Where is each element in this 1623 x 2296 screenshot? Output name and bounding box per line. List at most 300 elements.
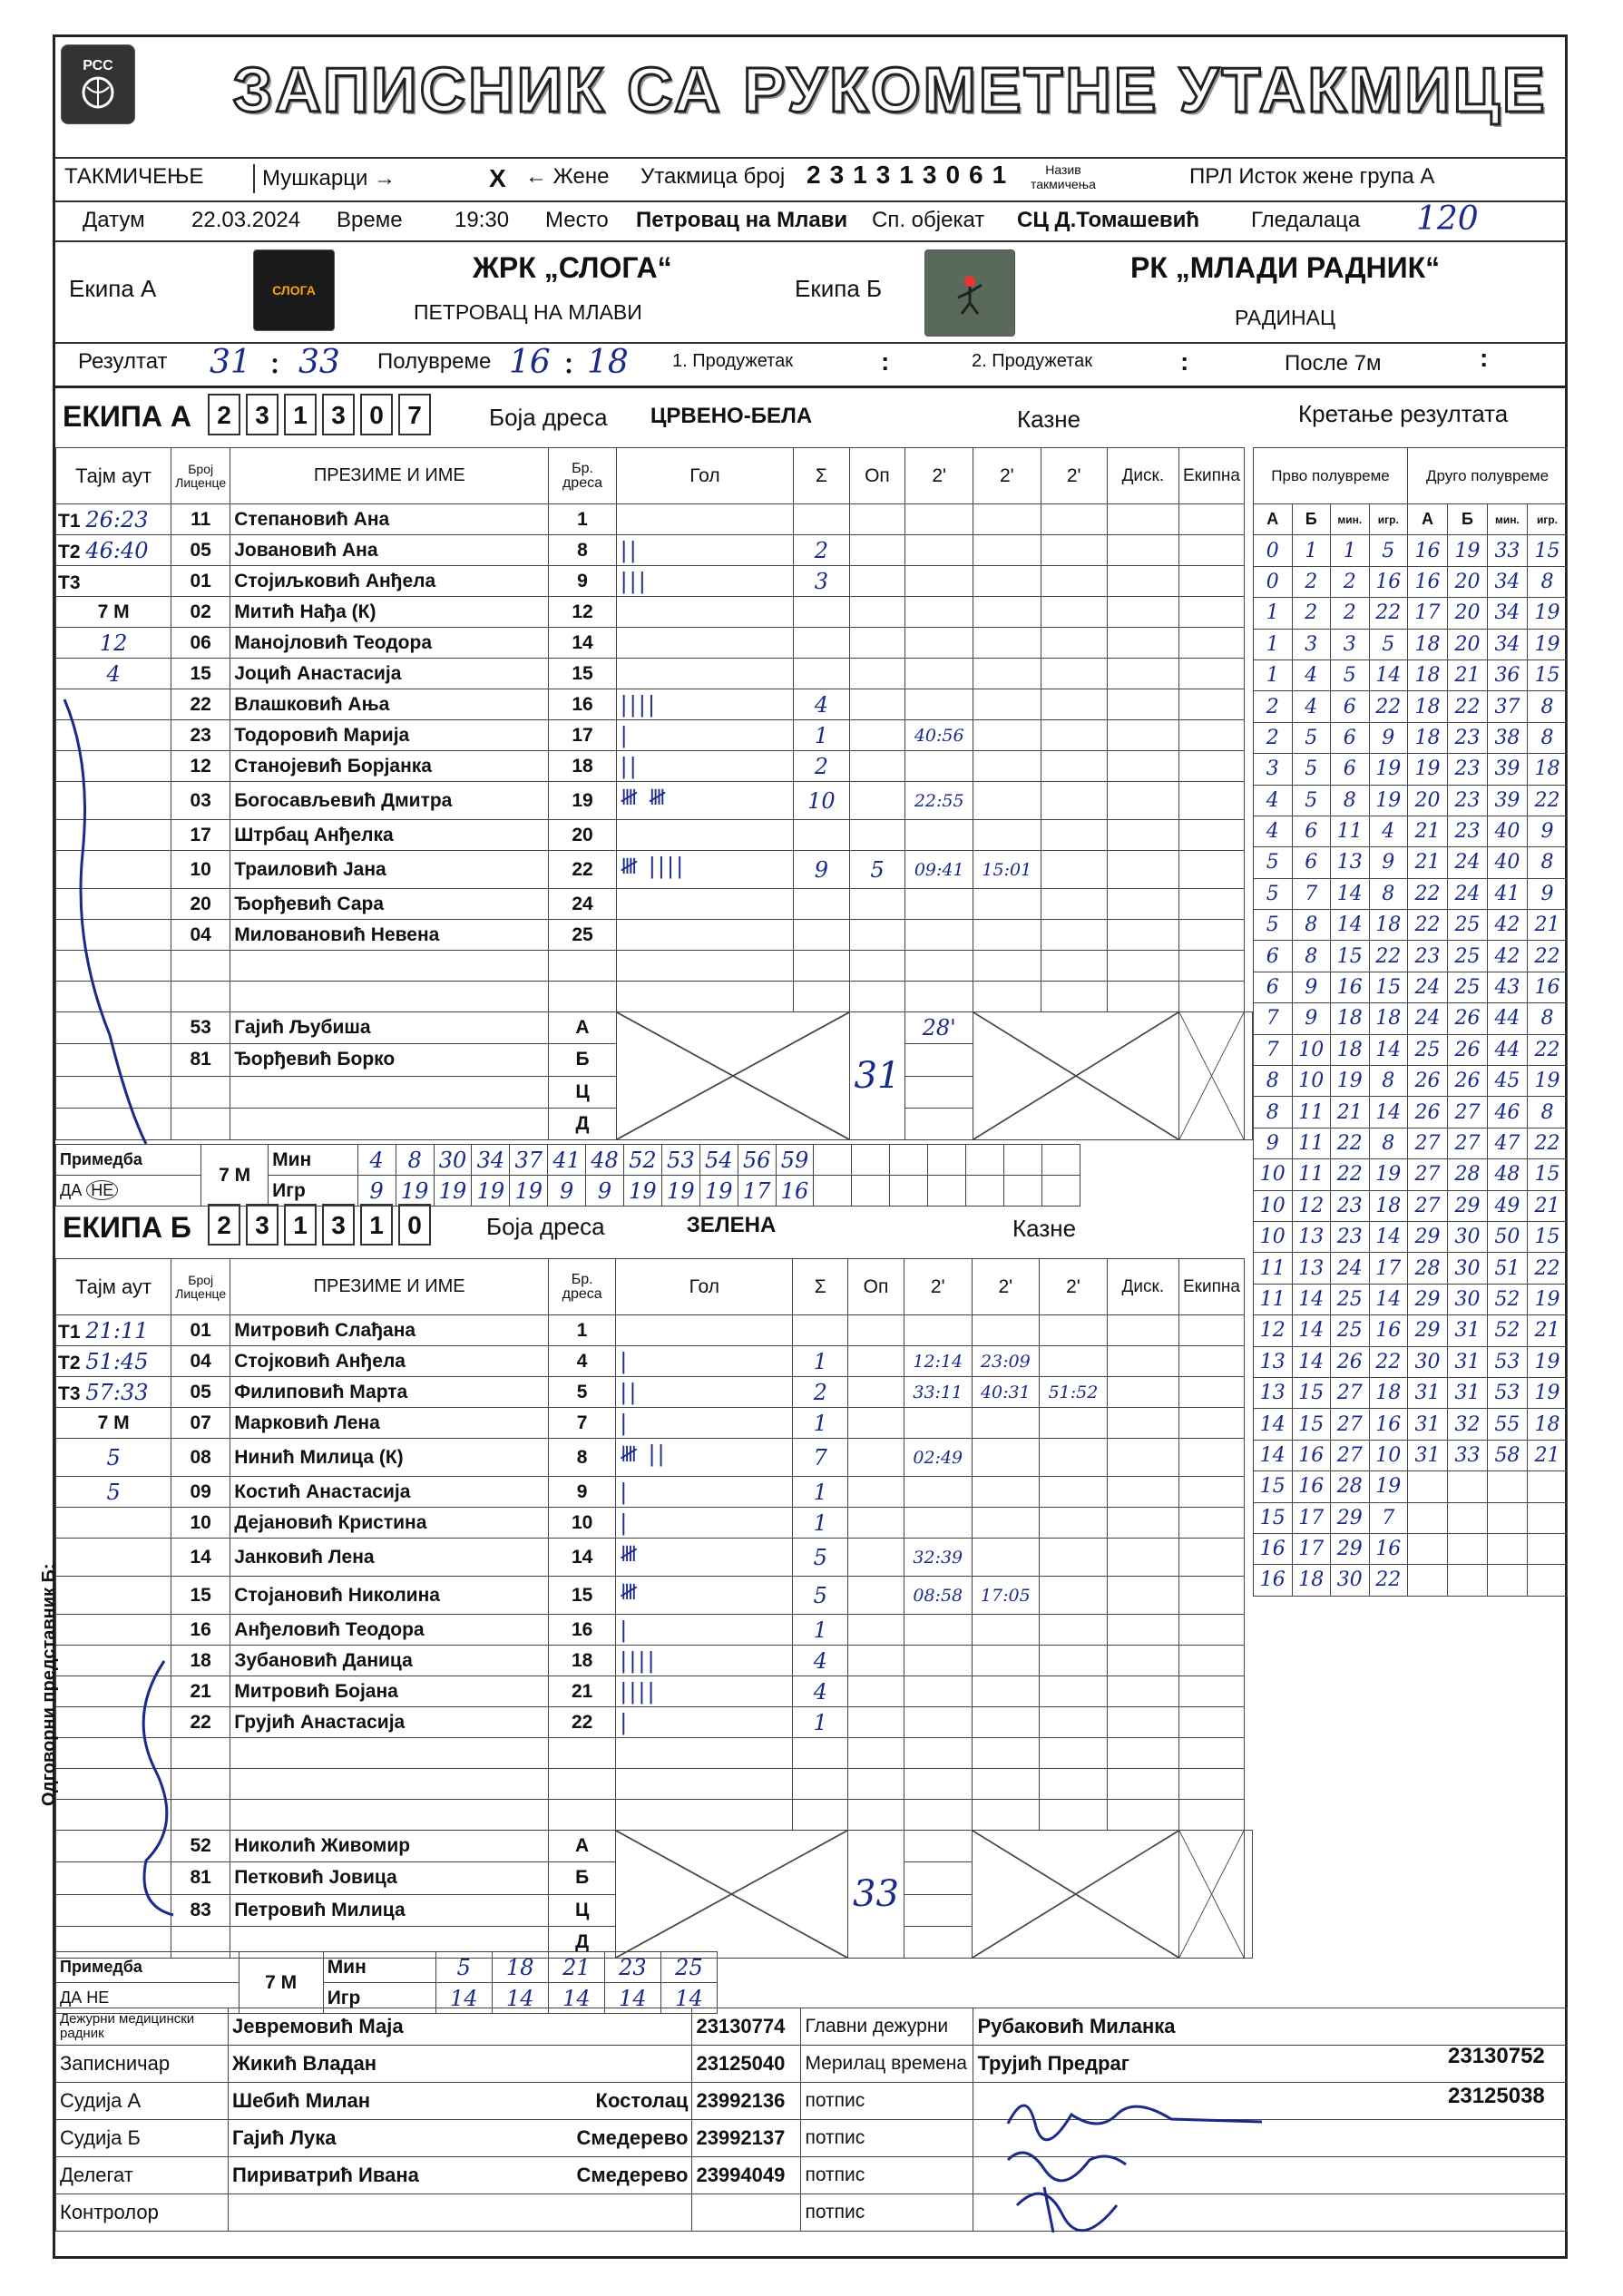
cell: 5 [793, 1539, 848, 1577]
cell: 14 [1369, 1284, 1408, 1314]
cell [1040, 1439, 1108, 1477]
cell: 16 [549, 689, 616, 720]
cell [793, 1315, 848, 1346]
col-team-pen: Екипна [1178, 1259, 1244, 1315]
cell: игр. [1369, 504, 1408, 535]
cell [849, 920, 905, 951]
halftime-a: 16 [509, 344, 551, 381]
cell: Тодоровић Марија [230, 720, 549, 751]
cell: 19 [1331, 1066, 1370, 1097]
cell: 9 [1254, 1128, 1293, 1158]
player-row [56, 566, 1253, 597]
cell: ДА [60, 1181, 83, 1199]
score-progress-row [1254, 1221, 1568, 1252]
cell: 7 М [56, 597, 171, 628]
cell: 18 [1527, 754, 1567, 785]
place-label: Место [545, 208, 609, 232]
cell: Влашковић Ања [230, 689, 549, 720]
cell [849, 820, 905, 851]
cell: 18 [1408, 659, 1448, 690]
cell: 2 [1292, 598, 1331, 629]
cell: Прво полувреме [1254, 448, 1408, 504]
cell: 25 [1448, 910, 1488, 941]
score-progress-table [1253, 447, 1568, 1597]
cell: 29 [1448, 1190, 1488, 1221]
cell [692, 2194, 801, 2232]
cell: 0 [360, 394, 393, 435]
cell: 3 [322, 1204, 355, 1246]
cell: 44 [1487, 1003, 1527, 1034]
cell [848, 1707, 904, 1738]
score-progress-row [1254, 1377, 1568, 1408]
cell: 4 [793, 1646, 848, 1676]
team-a-7m-table [55, 1144, 1080, 1207]
match-record-sheet [39, 34, 1568, 2259]
cell [972, 1539, 1040, 1577]
team-a-code [208, 394, 436, 435]
cell [905, 689, 973, 720]
cell: 26 [1331, 1346, 1370, 1377]
cell: 18 [1408, 722, 1448, 753]
team-a-city: ПЕТРОВАЦ НА МЛАВИ [414, 300, 642, 324]
cell [616, 659, 794, 689]
col-goals: Гол [616, 1259, 793, 1315]
cell: 19 [1369, 785, 1408, 816]
cell: 15 [549, 1577, 616, 1615]
score-progress-row [1254, 754, 1568, 785]
cell: 16 [1408, 535, 1448, 566]
col-warning: Оп [848, 1259, 904, 1315]
cell: потпис [801, 2157, 973, 2194]
cell: 8 [396, 1145, 434, 1176]
cell: 2 [1331, 566, 1370, 597]
cell [1041, 920, 1107, 951]
cell: 53 [1487, 1346, 1527, 1377]
cell: 21 [1527, 1440, 1567, 1470]
cell: игр. [1527, 504, 1567, 535]
cell [616, 597, 794, 628]
cell [972, 1615, 1040, 1646]
cell: 18 [1408, 691, 1448, 722]
cell [793, 1769, 848, 1800]
cell: Митровић Слађана [230, 1315, 549, 1346]
score-progress-row [1254, 847, 1568, 878]
cell: 31 [1448, 1315, 1488, 1346]
cell [972, 1477, 1040, 1508]
cell: 17 [738, 1176, 776, 1207]
cell: 6 [1331, 691, 1370, 722]
team-b-rep-signature [110, 1643, 191, 1933]
cell: |||| [616, 689, 794, 720]
cell [1040, 1707, 1108, 1738]
cell: 14 [1292, 1284, 1331, 1314]
cell: 48 [1487, 1159, 1527, 1190]
competition-name-label: Назив такмичења [1031, 162, 1096, 191]
cell [549, 1769, 616, 1800]
cell [1040, 1315, 1108, 1346]
official-signoff-row [56, 2046, 1568, 2083]
score-progress-row [1254, 1284, 1568, 1314]
score-progress-row [1254, 629, 1568, 659]
cell: 01 [171, 1315, 230, 1346]
cell: 36 [1487, 659, 1527, 690]
cell: 16 [1331, 972, 1370, 1002]
cell: 25 [1448, 941, 1488, 972]
cell: 𝍸 [616, 1539, 793, 1577]
cell: 22 [1369, 941, 1408, 972]
cell [973, 628, 1041, 659]
col-license: Број Лиценце [171, 448, 230, 504]
cell: Стојановић Николина [230, 1577, 549, 1615]
cell: 28' [905, 1012, 973, 1044]
cell [616, 920, 794, 951]
player-row [56, 1315, 1253, 1346]
cell [794, 597, 849, 628]
cell [905, 820, 973, 851]
cell: 25 [1408, 1034, 1448, 1065]
cell: ||| [616, 566, 794, 597]
score-progress-row [1254, 1003, 1568, 1034]
cell: 8 [549, 535, 616, 566]
cell: 15 [1527, 659, 1567, 690]
cell: 16 [1292, 1471, 1331, 1502]
cell: 55 [1487, 1409, 1527, 1440]
cell [904, 1831, 972, 1862]
cell: 15 [1369, 972, 1408, 1002]
cell: 1 [794, 720, 849, 751]
cell: 15 [1254, 1471, 1293, 1502]
cell: || [616, 1377, 793, 1408]
cell [1041, 889, 1107, 920]
cell: 14 [1369, 1097, 1408, 1128]
cell: 22 [549, 851, 616, 889]
cell: Жикић Владан [229, 2046, 573, 2083]
cell: 16 [1254, 1533, 1293, 1564]
cell [972, 1707, 1040, 1738]
cell: 7 [549, 1408, 616, 1439]
page-title: ЗАПИСНИК СА РУКОМЕТНЕ УТАКМИЦЕ [232, 54, 1548, 125]
cell: 24 [1448, 878, 1488, 909]
cell: 20 [1448, 629, 1488, 659]
cell: 44 [1487, 1034, 1527, 1065]
cell [905, 1108, 973, 1139]
cell: 22 [1331, 1128, 1370, 1158]
team-a-remark-label: Примедба [56, 1145, 201, 1176]
cell: Б [1448, 504, 1488, 535]
cell [905, 566, 973, 597]
cell: 0 [398, 1204, 431, 1246]
cell: 34 [1487, 629, 1527, 659]
cell: 26 [1448, 1066, 1488, 1097]
cell [904, 1769, 972, 1800]
cell: 23 [1448, 816, 1488, 846]
cell: Јанковић Лена [230, 1539, 549, 1577]
cell: 1 [284, 394, 317, 435]
cell: 19 [1527, 1346, 1567, 1377]
player-row [56, 889, 1253, 920]
cell: 18 [1408, 629, 1448, 659]
col-2min-2: 2' [973, 448, 1041, 504]
match-number [807, 161, 1006, 190]
cell: 9 [1292, 972, 1331, 1002]
cell [973, 982, 1041, 1012]
score-progress-row [1254, 1253, 1568, 1284]
score-progress-row [1254, 1128, 1568, 1158]
cell [973, 659, 1041, 689]
cell: 31 [1408, 1440, 1448, 1470]
cell: 22 [1527, 941, 1567, 972]
cell: Јевремовић Маја [229, 2008, 573, 2046]
cell: 21:11 [85, 1317, 149, 1343]
cell: 27 [1408, 1159, 1448, 1190]
cell: Ђорђевић Борко [230, 1044, 549, 1076]
cell: Митић Нађа (К) [230, 597, 549, 628]
cell [1041, 535, 1107, 566]
cell: 29 [1408, 1284, 1448, 1314]
cell: 1 [793, 1508, 848, 1539]
cell: 14 [1369, 659, 1408, 690]
extra-time-2-colon: : [1180, 347, 1189, 376]
cell: 4 [1254, 785, 1293, 816]
cell [1041, 782, 1107, 820]
score-progress-row [1254, 785, 1568, 816]
cell [904, 1615, 972, 1646]
cell: мин. [1487, 504, 1527, 535]
cell: 1 [1254, 659, 1293, 690]
cell: 22 [1408, 878, 1448, 909]
cell: 18 [492, 1952, 548, 1983]
cell [905, 920, 973, 951]
cell: 27 [1331, 1409, 1370, 1440]
cell: 19 [1527, 629, 1567, 659]
col-sum: Σ [793, 1259, 848, 1315]
place-value: Петровац на Млави [636, 208, 848, 232]
cell: 58 [1487, 1440, 1527, 1470]
cell: 22 [1527, 1034, 1567, 1065]
cell: Филиповић Марта [230, 1377, 549, 1408]
cell: 37 [510, 1145, 548, 1176]
cell: 30 [1448, 1253, 1488, 1284]
cell: 14 [1369, 1221, 1408, 1252]
cell [849, 951, 905, 982]
cell: 27 [1331, 1377, 1370, 1408]
cell: 18 [1369, 1190, 1408, 1221]
cell [848, 1439, 904, 1477]
cell: 22 [549, 1707, 616, 1738]
cell [1041, 851, 1107, 889]
cell [973, 820, 1041, 851]
cell: 8 [1527, 847, 1567, 878]
team-b-code [208, 1204, 436, 1246]
col-disq: Диск. [1107, 1259, 1178, 1315]
cell: 23 [171, 720, 230, 751]
cell: 09:41 [905, 851, 973, 889]
cell: 8 [1527, 566, 1567, 597]
score-progress-row [1254, 722, 1568, 753]
cell: 9 [549, 566, 616, 597]
cell: 14 [660, 1983, 717, 2014]
cell: 19 [396, 1176, 434, 1207]
cell: 8 [1369, 1128, 1408, 1158]
cell: 8 [1369, 878, 1408, 909]
score-progress-row [1254, 1190, 1568, 1221]
cell [1040, 1676, 1108, 1707]
cell: Петковић Јовица [230, 1862, 549, 1894]
cell: 19 [1527, 1066, 1567, 1097]
cell: 30 [434, 1145, 472, 1176]
team-total: 31 [849, 1012, 905, 1140]
cell: 53 [171, 1012, 230, 1044]
team-a-players-table [55, 447, 1253, 1140]
cell [973, 782, 1041, 820]
score-progress-row [1254, 816, 1568, 846]
competition-name: ПРЛ Исток жене група А [1189, 164, 1435, 189]
cell: А [549, 1831, 616, 1862]
cell: 5 [1254, 910, 1293, 941]
cell: Јовановић Ана [230, 535, 549, 566]
cell: 27 [1408, 1128, 1448, 1158]
col-name: ПРЕЗИМЕ И ИМЕ [230, 1259, 549, 1315]
cell: 11 [171, 504, 230, 535]
cell: Костић Анастасија [230, 1477, 549, 1508]
cell [549, 1800, 616, 1831]
cell: 13 [1331, 847, 1370, 878]
cell: 18 [549, 1646, 616, 1676]
cell: 3 [1254, 754, 1293, 785]
score-progress-row [1254, 535, 1568, 566]
cell [230, 1769, 549, 1800]
cell [230, 982, 549, 1012]
cell: T3 [58, 572, 81, 593]
cell: 16 [1369, 1409, 1408, 1440]
cell [794, 982, 849, 1012]
cell: Б [1292, 504, 1331, 535]
cell: 6 [1292, 847, 1331, 878]
cell [794, 504, 849, 535]
cell: 2 [794, 751, 849, 782]
cell: 01 [171, 566, 230, 597]
cell: 59 [776, 1145, 814, 1176]
cell: 54 [699, 1145, 738, 1176]
cell [549, 1738, 616, 1769]
cell [972, 1646, 1040, 1676]
cell [973, 720, 1041, 751]
team-a-logo [253, 249, 335, 331]
cell: 11 [1292, 1159, 1331, 1190]
cell: 21 [171, 1676, 230, 1707]
team-a-7m-label: 7 М [201, 1145, 269, 1207]
cell: 40:56 [905, 720, 973, 751]
cell: 21 [1527, 1315, 1567, 1346]
player-row [56, 1439, 1253, 1477]
cell: 0 [945, 161, 961, 189]
cell [848, 1800, 904, 1831]
team-a-min-label: Мин [269, 1145, 358, 1176]
cell: 19 [623, 1176, 661, 1207]
cell: T2 [58, 541, 81, 562]
cell: 18 [1369, 910, 1408, 941]
cell: 25 [549, 920, 616, 951]
player-row [56, 1508, 1253, 1539]
cell: 14 [1292, 1346, 1331, 1377]
cell [905, 982, 973, 1012]
cell: 1 [360, 1204, 393, 1246]
score-progress-title: Кретање резултата [1298, 400, 1509, 427]
cell [972, 1738, 1040, 1769]
cell: 05 [171, 535, 230, 566]
cell [1041, 566, 1107, 597]
cell: 14 [548, 1983, 604, 2014]
cell: 2 [208, 394, 240, 435]
cell: 𝍸 || [616, 1439, 793, 1477]
cell: 12 [549, 597, 616, 628]
cell: 23130774 [692, 2008, 801, 2046]
cell: 33 [1448, 1440, 1488, 1470]
score-progress-row [1254, 691, 1568, 722]
cell: 14 [1254, 1409, 1293, 1440]
cell: 3 [1331, 629, 1370, 659]
cell: 5 [435, 1952, 492, 1983]
cell: 3 [246, 394, 279, 435]
women-marker: X [489, 164, 506, 192]
cell: 12:14 [904, 1346, 972, 1377]
cell: | [616, 1346, 793, 1377]
cell: 𝍸 |||| [616, 851, 794, 889]
cell: 1 [793, 1346, 848, 1377]
halftime-label: Полувреме [377, 349, 492, 374]
player-row [56, 1646, 1253, 1676]
team-a-logo-text: СЛОГА [272, 283, 316, 298]
cell: 11 [1331, 816, 1370, 846]
team-a-section-label: ЕКИПА А [63, 400, 191, 433]
cell: 2 [208, 1204, 240, 1246]
cell: 16 [1369, 1315, 1408, 1346]
cell: 46 [1487, 1097, 1527, 1128]
cell: 17 [171, 820, 230, 851]
cell: 23994049 [692, 2157, 801, 2194]
cell: 40:31 [972, 1377, 1040, 1408]
cell: 2 [1331, 598, 1370, 629]
cell: Записничар [56, 2046, 229, 2083]
cell: 15 [1292, 1409, 1331, 1440]
cell [794, 628, 849, 659]
cell: 17:05 [972, 1577, 1040, 1615]
cell [973, 504, 1041, 535]
handball-player-icon [947, 270, 992, 316]
col-2min-1: 2' [905, 448, 973, 504]
result-colon: : [269, 344, 280, 381]
cell [848, 1615, 904, 1646]
cell [229, 2194, 573, 2232]
team-b-players-table [55, 1258, 1253, 1959]
cell [1041, 504, 1107, 535]
cell: 1 [1254, 629, 1293, 659]
cell: 8 [1527, 691, 1567, 722]
score-progress-row [1254, 1159, 1568, 1190]
cell [904, 1862, 972, 1894]
cell: 2 [1254, 722, 1293, 753]
cell: 26:23 [85, 506, 149, 532]
cell: Пириватрић Ивана [229, 2157, 573, 2194]
cell [1040, 1539, 1108, 1577]
team-b-city: РАДИНАЦ [1235, 306, 1335, 329]
cell: 26 [1448, 1003, 1488, 1034]
cell [230, 1800, 549, 1831]
cell: 17 [1292, 1502, 1331, 1533]
cell: 22 [1527, 785, 1567, 816]
cell: Друго полувреме [1408, 448, 1568, 504]
cell: 02:49 [904, 1439, 972, 1477]
